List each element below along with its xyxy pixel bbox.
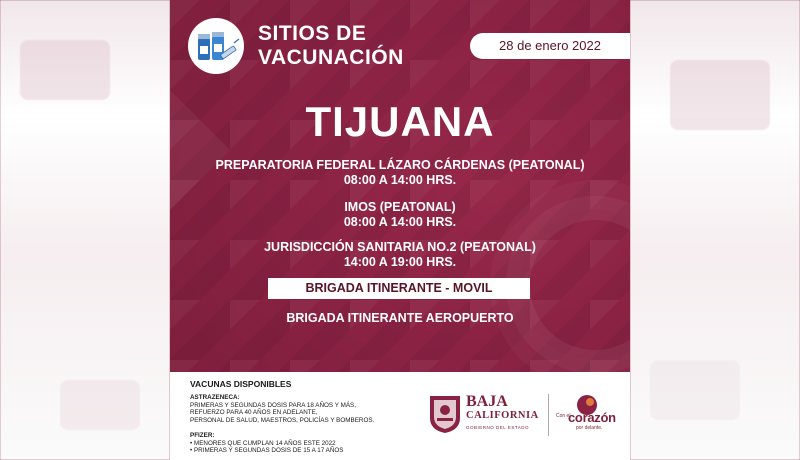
vaccines-title: VACUNAS DISPONIBLES [190, 379, 292, 389]
vaccine-vial-icon [192, 26, 240, 66]
brigada-movil-label: BRIGADA ITINERANTE - MOVIL [268, 278, 530, 299]
pfizer-line: • PRIMERAS Y SEGUNDAS DOSIS DE 15 A 17 AÑOS [190, 447, 344, 454]
pfizer-block [190, 432, 425, 455]
astrazeneca-line: REFUERZO PARA 40 AÑOS EN ADELANTE, [190, 409, 318, 416]
background-right-panel [630, 0, 800, 460]
logo-divider [548, 394, 549, 436]
background-left-panel [0, 0, 170, 460]
site-item [170, 240, 630, 270]
site-name: IMOS (PEATONAL) [344, 200, 456, 214]
vaccines-footer [170, 372, 630, 460]
astrazeneca-block [190, 394, 425, 424]
site-hours: 08:00 A 14:00 HRS. [343, 173, 457, 187]
title-line-2: VACUNACIÓN [258, 46, 404, 69]
background-blur-shape [670, 60, 770, 130]
astrazeneca-line: PERSONAL DE SALUD, MAESTROS, POLICÍAS Y BOMBEROS. [190, 416, 375, 424]
astrazeneca-line: PRIMERAS Y SEGUNDAS DOSIS PARA 18 AÑOS Y MÁS, [190, 401, 356, 409]
decorative-arc [520, 210, 630, 360]
page-title [258, 22, 404, 70]
site-hours: 14:00 A 19:00 HRS. [343, 255, 457, 269]
vaccination-poster [170, 0, 630, 460]
city-heading: TIJUANA [305, 98, 495, 145]
baja-california-logo [428, 388, 544, 440]
background-blur-shape [650, 360, 740, 420]
pfizer-line: • MENORES QUE CUMPLAN 14 AÑOS ESTE 2022 [190, 439, 336, 447]
cc-tail-text: por delante. [576, 425, 603, 431]
bc-line2: CALIFORNIA [466, 410, 539, 421]
site-name: PREPARATORIA FEDERAL LÁZARO CÁRDENAS (PEATONAL) [215, 158, 585, 172]
site-name: JURISDICCIÓN SANITARIA NO.2 (PEATONAL) [264, 240, 536, 254]
background-blur-shape [60, 380, 140, 430]
background-blur-shape [20, 40, 110, 100]
date-badge: 28 de enero 2022 [470, 33, 630, 59]
brigada-aeropuerto-label: BRIGADA ITINERANTE AEROPUERTO [286, 311, 514, 325]
cc-small-text: Con el [556, 413, 571, 419]
bc-line1: BAJA [466, 393, 508, 410]
title-line-1: SITIOS DE [258, 22, 367, 45]
vaccine-badge [188, 18, 244, 74]
corazon-logo [556, 396, 618, 440]
cc-big-text: corazón [568, 410, 616, 425]
site-item [170, 158, 630, 188]
astrazeneca-label: ASTRAZENECA: [190, 394, 240, 401]
site-hours: 08:00 A 14:00 HRS. [343, 215, 457, 229]
coat-of-arms-icon [428, 392, 462, 434]
bc-subtitle: GOBIERNO DEL ESTADO [466, 425, 530, 430]
site-item [170, 200, 630, 230]
pfizer-label: PFIZER: [190, 432, 215, 439]
